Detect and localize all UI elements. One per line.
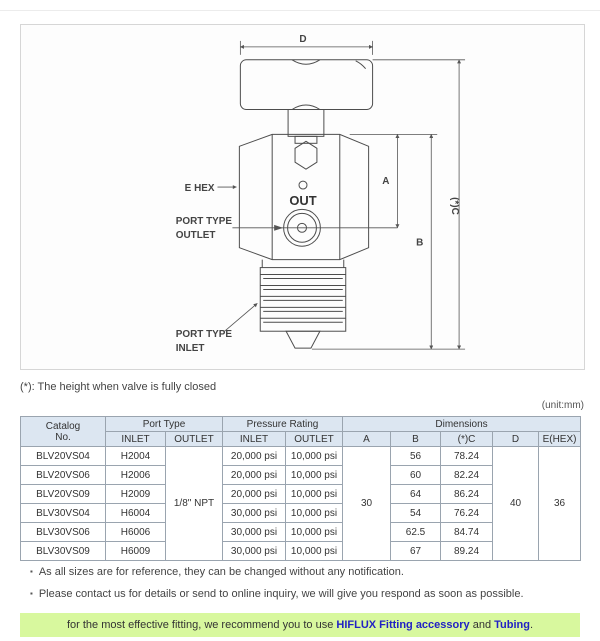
pressure-inlet-cell: 30,000 psi <box>223 523 286 542</box>
col-group-port-type: Port Type <box>106 417 223 432</box>
stem-collar <box>295 136 317 143</box>
bullet-icon: ▪ <box>30 589 33 598</box>
note-item <box>30 566 524 578</box>
dim-c-cell: 84.74 <box>441 523 493 542</box>
port-outlet-label-1: PORT TYPE <box>175 215 233 227</box>
unit-label: (unit:mm) <box>541 400 584 411</box>
bullet-icon: ▪ <box>30 567 33 576</box>
handle-notch-bottom <box>292 105 320 109</box>
dim-e-merged-cell: 36 <box>539 447 581 561</box>
dim-b-cell: 62.5 <box>391 523 441 542</box>
dim-d-merged-cell: 40 <box>493 447 539 561</box>
outlet-leader-arrow <box>274 225 283 231</box>
col-header-e-hex: E(HEX) <box>539 432 581 447</box>
inlet-leader <box>223 303 257 332</box>
page-top-divider <box>0 10 600 11</box>
notes-list <box>30 566 524 610</box>
pressure-inlet-cell: 30,000 psi <box>223 542 286 561</box>
dim-c-cell: 82.24 <box>441 466 493 485</box>
dim-label-c: (*)C <box>449 197 461 215</box>
e-hex-label: E HEX <box>184 183 215 195</box>
fitting-accessory-link[interactable]: HIFLUX Fitting accessory <box>336 619 470 631</box>
col-header-pr-inlet: INLET <box>223 432 286 447</box>
inlet-cone-tip <box>286 331 320 348</box>
valve-drawing-panel <box>20 24 585 370</box>
pressure-outlet-cell: 10,000 psi <box>286 485 343 504</box>
height-footnote: (*): The height when valve is fully closed <box>20 381 217 393</box>
dim-b-cell: 64 <box>391 485 441 504</box>
thread-ridges <box>260 275 346 323</box>
col-header-port-inlet: INLET <box>106 432 166 447</box>
valve-stem <box>288 110 324 137</box>
catalog-cell: BLV30VS09 <box>21 542 106 561</box>
col-header-pr-outlet: OUTLET <box>286 432 343 447</box>
inlet-port-cell: H6004 <box>106 504 166 523</box>
inlet-port-cell: H2009 <box>106 485 166 504</box>
pressure-outlet-cell: 10,000 psi <box>286 523 343 542</box>
note-text: As all sizes are for reference, they can be changed without any notification. <box>38 566 404 578</box>
pressure-outlet-cell: 10,000 psi <box>286 542 343 561</box>
spec-table <box>20 416 581 561</box>
catalog-cell: BLV20VS06 <box>21 466 106 485</box>
valve-technical-drawing <box>21 25 584 369</box>
catalog-header-line2: No. <box>55 431 71 443</box>
dim-label-b: B <box>416 237 424 249</box>
col-group-pressure-rating: Pressure Rating <box>223 417 343 432</box>
pressure-outlet-cell: 10,000 psi <box>286 504 343 523</box>
dim-c-cell: 86.24 <box>441 485 493 504</box>
port-outlet-label-2: OUTLET <box>175 229 216 241</box>
outlet-port-merged-cell: 1/8" NPT <box>166 447 223 561</box>
catalog-cell: BLV20VS09 <box>21 485 106 504</box>
dim-c-cell: 89.24 <box>441 542 493 561</box>
col-header-c: (*)C <box>441 432 493 447</box>
dim-b-cell: 67 <box>391 542 441 561</box>
header-row-1 <box>21 417 581 432</box>
col-header-d: D <box>493 432 539 447</box>
catalog-cell: BLV30VS04 <box>21 504 106 523</box>
pressure-inlet-cell: 30,000 psi <box>223 504 286 523</box>
port-inlet-label-1: PORT TYPE <box>175 329 233 341</box>
col-header-port-outlet: OUTLET <box>166 432 223 447</box>
col-header-a: A <box>343 432 391 447</box>
pressure-inlet-cell: 20,000 psi <box>223 466 286 485</box>
handle-corner-detail <box>356 61 366 69</box>
packing-nut-hex <box>295 141 317 169</box>
note-item <box>30 588 524 600</box>
handle-notch-top <box>292 60 320 64</box>
inlet-port-cell: H6006 <box>106 523 166 542</box>
banner-text-end: . <box>529 619 534 631</box>
dim-a-merged-cell: 30 <box>343 447 391 561</box>
catalog-header-line1: Catalog <box>45 420 81 432</box>
valve-handle <box>240 60 372 110</box>
col-header-catalog <box>21 417 106 447</box>
pressure-outlet-cell: 10,000 psi <box>286 466 343 485</box>
recommendation-banner <box>20 613 580 637</box>
banner-text-mid: and <box>469 619 495 631</box>
inlet-port-cell: H6009 <box>106 542 166 561</box>
port-inlet-label-2: INLET <box>175 343 205 355</box>
banner-text-pre: for the most effective fitting, we recommend you to use <box>66 619 337 631</box>
dim-c-cell: 76.24 <box>441 504 493 523</box>
out-marking: OUT <box>289 192 317 208</box>
dim-c-cell: 78.24 <box>441 447 493 466</box>
inlet-thread-body <box>260 268 346 332</box>
inlet-port-cell: H2006 <box>106 466 166 485</box>
gauge-hole <box>299 181 307 189</box>
catalog-cell: BLV30VS06 <box>21 523 106 542</box>
dim-b-cell: 60 <box>391 466 441 485</box>
pressure-inlet-cell: 20,000 psi <box>223 485 286 504</box>
catalog-cell: BLV20VS04 <box>21 447 106 466</box>
pressure-outlet-cell: 10,000 psi <box>286 447 343 466</box>
dim-label-d: D <box>299 33 307 45</box>
note-text: Please contact us for details or send to online inquiry, we will give you respond as soon as possible. <box>38 588 524 600</box>
table-row <box>21 447 581 466</box>
inlet-port-cell: H2004 <box>106 447 166 466</box>
pressure-inlet-cell: 20,000 psi <box>223 447 286 466</box>
dim-label-a: A <box>382 176 390 188</box>
col-header-b: B <box>391 432 441 447</box>
dim-b-cell: 56 <box>391 447 441 466</box>
tubing-link[interactable]: Tubing <box>494 619 530 631</box>
dim-b-cell: 54 <box>391 504 441 523</box>
col-group-dimensions: Dimensions <box>343 417 581 432</box>
